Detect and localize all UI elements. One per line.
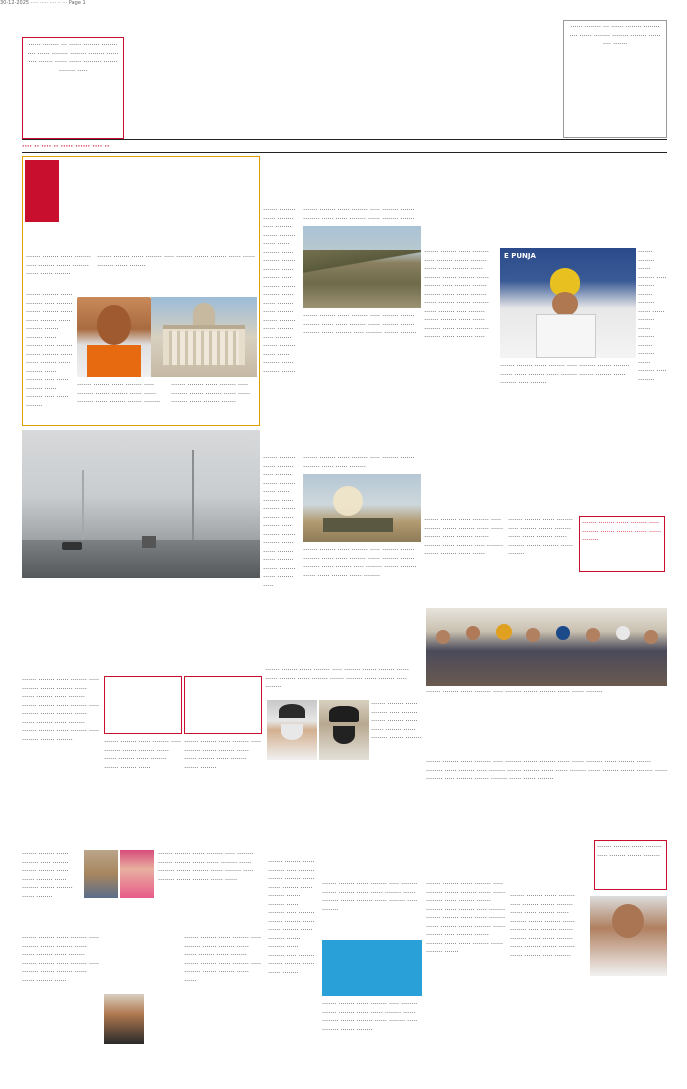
edition-info: ···· ·· ···· ·· ····· ······ ···· ·· [22, 142, 110, 150]
saroop-subhead [424, 216, 667, 244]
cold-body-1: ······· ········ ······ ········ ····· ········ ······· ········ ······ ······ ········ ······ ········ ······· ········ ······ ········ ····· ········ ······· ········ ······ ······ ········ ······ ········ ······· ········ ······ ········ ····· ········ ······· ········ [22, 676, 99, 744]
indians-box [426, 840, 506, 876]
imran-body-3: ······· ········ ······ ········ ····· ········ ······· ········ ······ ······ ········ ······ ········ ······· ········ ······ ········ ····· ········ ······· ········ ······ ······ ········ ······ [22, 934, 99, 985]
sengar-photo [77, 297, 151, 377]
saroop-body-3: ······· ········ ······ ········ ····· ········ ······· ········ ······ ······ ········ ······ ········ ······· ········ ······ ········ ····· ········ [500, 362, 630, 387]
imran-body-1: ······· ········ ······ ········ ····· ········ ······· ········ ······ ······ ········ ······ ········ ······· ········ ······ ········ [22, 850, 73, 901]
rain-box [104, 676, 182, 734]
saudi-body-2: ······· ········ ······ ········ ····· ········ ······· ········ ······ ······ ········ ······ ········ ······· ········ ······ ········ ····· ········ [322, 880, 418, 914]
right-ad-body: ······ ········ ··· ······ ········ ········ ···· ······ ········ ········ ········ ······ ···· ······· [569, 23, 661, 48]
bunga-body-2: ······· ········ ······ ········ ····· ········ ······· ········ ······ ······ ········ ······ ········ ······· ········ ······ ········ [508, 516, 573, 558]
modi-box [104, 934, 180, 990]
aravalli-story [263, 156, 421, 428]
pak-body-1: ······· ········ ······ ········ ····· ········ ······· ········ ······ ······ ········ ······ ········ ······· ········ ······ ········ ····· ········ [265, 666, 409, 691]
unnao-body-col3: ······· ········ ······ ········ ····· ········ ······· ········ ······ ······ ········ ······ ········ ······· [171, 381, 250, 406]
defence-story [263, 410, 421, 622]
aravalli-body-2: ······· ········ ······ ········ ····· ········ ······· ········ ······ ······ ········ ······ ········ ······· [303, 206, 415, 223]
defence-body-3: ······· ········ ······ ········ ····· ········ ······· ········ ······ ······ ········ ······ ········ ······· ········ ······ ········ ····· ········ ······· ········ ······ ······ ········ ······ ········ [303, 546, 417, 580]
right-ear-ad[interactable] [563, 20, 667, 138]
mgnrega-story [426, 688, 667, 808]
unnao-body-left: ······· ········ ······ ········ ····· ········ ······· ········ ······ ······ ········ [26, 253, 91, 278]
mgnrega-photo [426, 608, 667, 686]
imran-photo [84, 850, 118, 898]
saudi-body-3: ······· ········ ······ ········ ····· ········ ······· ········ ······ ······ ········ ······ ········ ······· ········ ······ ········ ····· ········ ······· ········ [322, 1000, 418, 1034]
saroop-story [424, 156, 667, 446]
bunga-story [424, 466, 667, 606]
imran-body-4: ······· ········ ······ ········ ····· ········ ······· ········ ······ ······ ········ ······ ········ ······· ········ ······ ········ ····· ········ ······· ········ ······ ······ [184, 934, 261, 985]
maulana-photo-1 [267, 700, 317, 760]
mgnrega-caption: ······· ········ ······ ········ ····· ········ ······· ········ ······ ······ ········ [426, 688, 603, 696]
aravalli-photo [303, 226, 421, 308]
masthead-title [180, 26, 490, 126]
bangladesh-box: ······· ········ ······ ········ ····· ········ ······· ········ [594, 840, 667, 890]
supreme-court-photo [151, 297, 257, 377]
saroop-body-2: ······· ········ ······ ········ ····· ········ ······· ········ ······ ······ ········ ······ ········ ······· ········ ······ ········ ····· ········ [638, 248, 667, 384]
cold-body-2: ······· ········ ······ ········ ····· ········ ······· ········ ······ ······ ········ ······ ········ ······· ········ ······ [104, 738, 181, 772]
unnao-kicker [25, 160, 59, 222]
bunga-body-1: ······· ········ ······ ········ ····· ········ ······· ········ ······ ······ ········ ······ ········ ······· ········ ······ ········ ····· ········ ······· ········ ······ ······ [424, 516, 503, 558]
bangladesh-body: ······· ········ ······ ········ ····· ········ ······· ········ ······ ······ ········ ······ ········ ······· ········ ······ ········ ····· ········ ······· ········ ······ ······ ········ ······ ········ ······· ········ ······ ········ ····· ········ [510, 892, 575, 960]
fog-photo [22, 430, 260, 578]
amit-shah-photo [590, 896, 667, 976]
left-ad-body: ······ ········ ··· ······ ········ ········ ···· ······ ········ ········ ········ ······ ···· ······· ······ ······ ········· ······· ········ ····· [27, 41, 119, 71]
defence-body-1: ······· ········ ······ ········ ····· ········ ······· ········ ······ ······ ········ ······ ········ ······· ········ ······ ········ ····· ········ ······· ········ ······ ······ ········ ······ ········ ······· ········ ······ ········ ····· [263, 454, 296, 590]
aravalli-body-3: ······· ········ ······ ········ ····· ········ ······· ········ ······ ······ ········ ······ ········ ······· ········ ······ ········ ····· ········ ······· ········ [303, 312, 417, 337]
unnao-story [22, 156, 260, 426]
saudi-box [322, 940, 422, 996]
bunga-box: ······· ········ ······ ········ ····· ········ ······· ········ ······ ······ ········ [579, 516, 665, 572]
saroop-body-1: ······· ········ ······ ········ ····· ········ ······· ········ ······ ······ ········ ······ ········ ······· ········ ······ ········ ····· ········ ······· ········ ······ ······ ········ ······ ········ ······· ········ ······ ········ ····· ········ ······· ········ ······ ······ ········ ······ ········ ······· ········ ······ ········ ····· [424, 248, 489, 341]
left-ear-ad[interactable] [22, 37, 124, 139]
unnao-body-col2: ······· ········ ······ ········ ····· ········ ······· ········ ······ ······ ········ ······ ········ ······· ········ [77, 381, 161, 406]
bangladesh-story [510, 840, 667, 1076]
contacts-strip [22, 139, 667, 153]
bushra-photo [120, 850, 154, 898]
pak-body-2: ······· ········ ······ ········ ····· ········ ······· ········ ······ ······ ········ ······ ········ ······· ········ [371, 700, 422, 742]
unnao-body-right: ······· ········ ······ ········ ····· ········ ······· ········ ······ ······ ········ ······ ········ [97, 253, 255, 267]
cold-body-3: ······· ········ ······ ········ ····· ········ ······· ········ ······ ······ ········ ······ ········ ······· ········ [184, 738, 261, 772]
lalit-modi-photo [104, 994, 144, 1044]
saudi-body-1: ······· ········ ······ ········ ····· ········ ······· ········ ······ ······ ········ ······ ········ ······· ········ ······ ········ ····· ········ ······· ········ ······ ······ ········ ······ ········ ······· ········ ······ ········ ····· ········ ······· ········ ······ ······ ········ [268, 858, 315, 977]
missile-photo [303, 474, 421, 542]
cm-press-photo: E PUNJA [500, 248, 636, 358]
pak-afghan-story [265, 600, 422, 800]
defence-body-2: ······· ········ ······ ········ ····· ········ ······· ········ ······ ······ ········ [303, 454, 415, 471]
aravalli-body-1: ······· ········ ······ ········ ····· ········ ······· ········ ······ ······ ········ ······ ········ ······· ········ ······ ········ ····· ········ ······· ········ ······ ······ ········ ······ ········ ······· ········ ······ ········ ····· ········ ······· ········ ······ ······ ········ ······ ········ ······· [263, 206, 296, 376]
top-print-marks: 30-12-2025 ····· ····· ···· ·· ··· Page 1 [0, 0, 86, 6]
fog-box [184, 676, 262, 734]
unnao-body-col1: ······· ········ ······ ········ ····· ········ ······· ········ ······ ······ ········ ······ ········ ······· ········ ······ ········ ····· ········ ······· ········ ······ ······ ········ ······ ········ ······ ········ ····· ······ ········ ······ ········ ····· ······ ········ [26, 291, 73, 410]
maulana-photo-2 [319, 700, 369, 760]
imran-body-2: ······· ········ ······ ········ ····· ········ ······· ········ ······ ······ ········ ······ ········ ······· ········ ······ ········ ····· ········ ······· ········ ······ ······ [158, 850, 254, 884]
mgnrega-body: ······· ········ ······ ········ ····· ········ ······· ········ ······ ······ ········ ······ ········ ······· ········ ······ ········ ····· ········ ······· ········ ······ ······ ········ ······ ········ ······· ········ ······ ········ ····· ········ ······· ········ ······ ······ ········ [426, 758, 667, 783]
indians-body: ······· ········ ······ ········ ····· ········ ······· ········ ······ ······ ········ ······ ········ ······· ········ ······ ········ ····· ········ ······· ········ ······ ······ ········ ······ ········ ······· ········ ······ ········ ····· ········ ······· ········ ······ ······ ········ ······ ········ ······· [426, 880, 505, 956]
imran-story [22, 810, 264, 1076]
